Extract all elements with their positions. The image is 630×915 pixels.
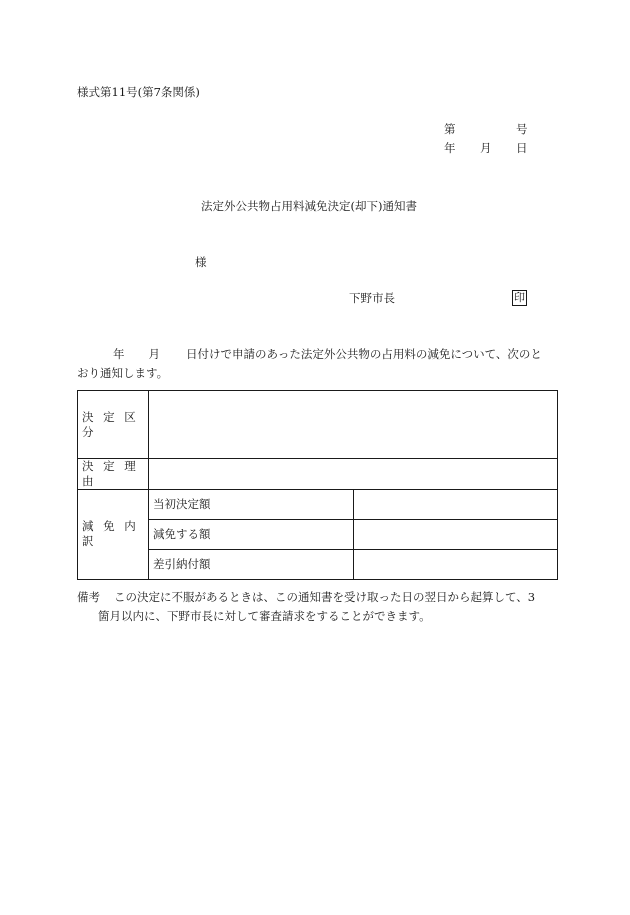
notice-body [77, 345, 557, 383]
doc-number-suffix: 号 [516, 122, 528, 136]
remarks-line2: 箇月以内に、下野市長に対して審査請求をすることができます。 [98, 609, 431, 623]
doc-number-prefix: 第 [444, 122, 456, 136]
reduction-breakdown-label: 減 免 内 訳 [78, 489, 149, 579]
form-number: 様式第11号(第7条関係) [77, 85, 200, 99]
addressee-suffix: 様 [195, 255, 207, 269]
body-month: 月 [148, 347, 160, 361]
reduction-amount-value [353, 519, 558, 549]
seal-text: 印 [514, 291, 525, 304]
body-line1: 日付けで申請のあった法定外公共物の占用料の減免について、次のと [186, 347, 542, 361]
table-row [78, 489, 558, 519]
document-title: 法定外公共物占用料減免決定(却下)通知書 [201, 199, 417, 213]
table-row [78, 459, 558, 490]
remarks-label: 備考 [77, 590, 100, 604]
net-amount-value [353, 549, 558, 579]
initial-amount-label: 当初決定額 [149, 489, 354, 519]
issuer-name: 下野市長 [349, 291, 395, 305]
decision-reason-value [149, 459, 558, 490]
remarks [77, 588, 557, 626]
seal-mark [512, 290, 527, 306]
table-row [78, 519, 558, 549]
decision-table [77, 390, 558, 580]
remarks-line1: この決定に不服があるときは、この通知書を受け取った日の翌日から起算して、3 [114, 590, 536, 604]
date-day: 日 [516, 141, 528, 155]
decision-reason-label: 決 定 理 由 [78, 459, 149, 490]
date-year: 年 [444, 141, 456, 155]
decision-category-label: 決 定 区 分 [78, 391, 149, 459]
body-line2: おり通知します。 [77, 366, 169, 380]
decision-category-value [149, 391, 558, 459]
reduction-amount-label: 減免する額 [149, 519, 354, 549]
net-amount-label: 差引納付額 [149, 549, 354, 579]
table-row [78, 549, 558, 579]
date-month: 月 [480, 141, 492, 155]
initial-amount-value [353, 489, 558, 519]
body-year: 年 [113, 347, 125, 361]
table-row [78, 391, 558, 459]
